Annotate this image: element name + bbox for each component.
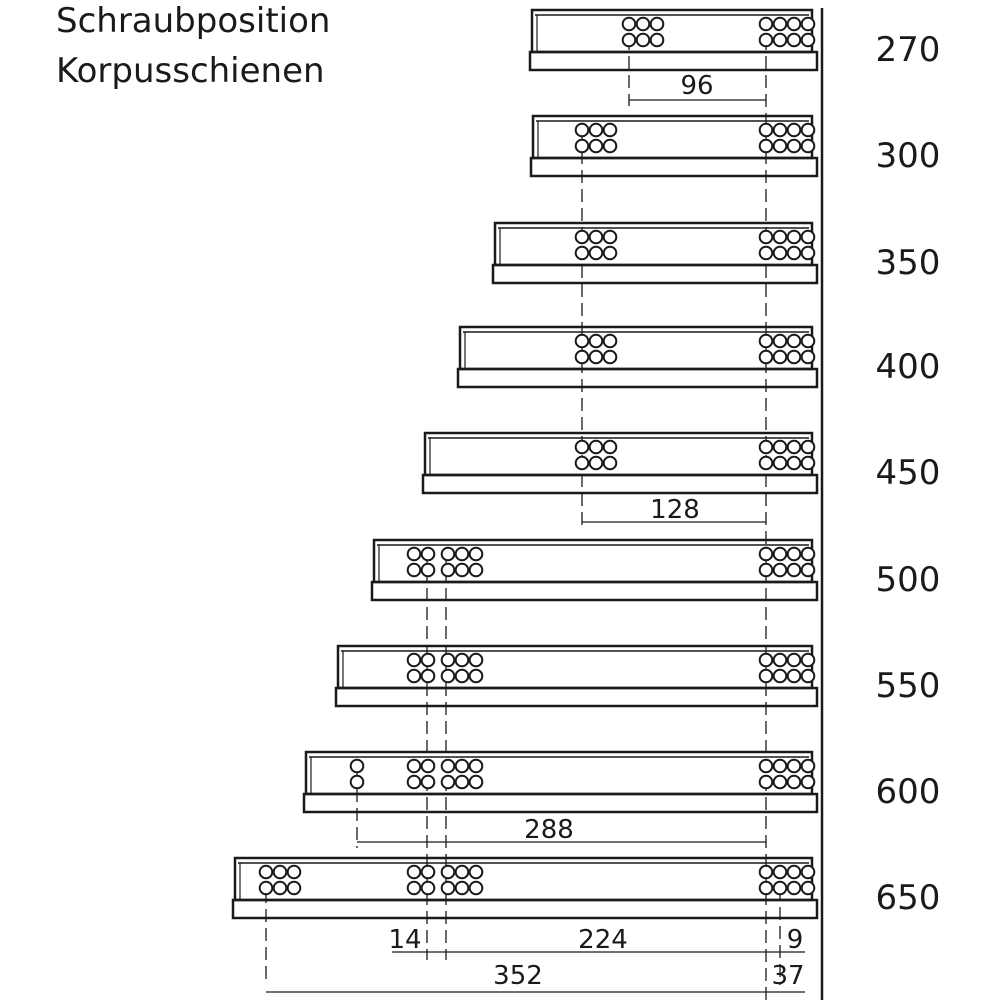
screw-hole <box>576 124 589 137</box>
screw-hole <box>351 760 364 773</box>
screw-hole <box>788 760 801 773</box>
dimension-labels <box>388 71 804 991</box>
screw-hole <box>788 457 801 470</box>
screw-hole <box>442 866 455 879</box>
screw-hole <box>288 866 301 879</box>
rail-base-flange <box>531 158 817 176</box>
screw-hole <box>774 441 787 454</box>
screw-hole <box>802 34 815 47</box>
screw-hole <box>422 670 435 683</box>
rail-base-flange <box>530 52 817 70</box>
screw-hole <box>456 670 469 683</box>
rail-350 <box>493 223 817 283</box>
screw-hole <box>774 866 787 879</box>
rail-upper-profile <box>235 858 812 900</box>
screw-hole <box>774 760 787 773</box>
screw-hole <box>590 247 603 260</box>
screw-hole <box>604 124 617 137</box>
screw-hole <box>260 866 273 879</box>
rail-size-label: 650 <box>875 878 941 918</box>
screw-hole <box>442 564 455 577</box>
screw-hole <box>788 882 801 895</box>
screw-hole <box>802 247 815 260</box>
rail-upper-profile <box>460 327 812 369</box>
screw-hole <box>760 247 773 260</box>
screw-hole <box>774 351 787 364</box>
screw-hole <box>288 882 301 895</box>
screw-hole <box>802 548 815 561</box>
screw-hole <box>774 882 787 895</box>
rail-base-flange <box>423 475 817 493</box>
screw-hole <box>760 351 773 364</box>
rail-550 <box>336 646 817 706</box>
screw-hole <box>604 247 617 260</box>
screw-hole <box>760 441 773 454</box>
screw-hole <box>802 457 815 470</box>
screw-hole <box>456 882 469 895</box>
screw-hole <box>456 548 469 561</box>
rail-450 <box>423 433 817 493</box>
dashed-reference-lines <box>266 18 780 1000</box>
screw-hole <box>788 247 801 260</box>
rail-size-label: 350 <box>875 243 941 283</box>
rail-size-label: 300 <box>875 136 941 176</box>
screw-hole <box>604 231 617 244</box>
screw-hole <box>442 654 455 667</box>
screw-hole <box>774 140 787 153</box>
screw-hole <box>760 760 773 773</box>
screw-hole <box>760 34 773 47</box>
screw-hole <box>802 776 815 789</box>
screw-hole <box>422 654 435 667</box>
screw-hole <box>788 441 801 454</box>
screw-hole <box>802 231 815 244</box>
screw-hole <box>274 866 287 879</box>
screw-hole <box>774 670 787 683</box>
screw-hole <box>470 564 483 577</box>
screw-hole <box>651 18 664 31</box>
screw-hole <box>760 866 773 879</box>
screw-hole <box>590 441 603 454</box>
screw-hole <box>760 124 773 137</box>
screw-hole <box>576 441 589 454</box>
screw-hole <box>774 335 787 348</box>
screw-hole <box>760 457 773 470</box>
rail-base-flange <box>493 265 817 283</box>
screw-hole <box>788 231 801 244</box>
screw-hole <box>774 457 787 470</box>
screw-hole <box>456 760 469 773</box>
rail-size-label: 550 <box>875 666 941 706</box>
screw-hole <box>422 866 435 879</box>
screw-hole <box>442 548 455 561</box>
screw-hole <box>623 18 636 31</box>
screw-hole <box>774 18 787 31</box>
screw-hole <box>456 866 469 879</box>
screw-hole <box>788 564 801 577</box>
dimension-label-14: 14 <box>388 925 422 955</box>
screw-hole <box>802 140 815 153</box>
screw-hole <box>442 670 455 683</box>
screw-hole <box>604 140 617 153</box>
screw-hole <box>760 335 773 348</box>
screw-hole <box>760 231 773 244</box>
screw-hole <box>623 34 636 47</box>
screw-hole <box>456 564 469 577</box>
screw-hole <box>788 670 801 683</box>
screw-hole <box>774 124 787 137</box>
screw-hole <box>604 335 617 348</box>
screw-hole <box>637 18 650 31</box>
rail-upper-profile <box>425 433 812 475</box>
rail-270 <box>530 10 817 70</box>
screw-hole <box>802 866 815 879</box>
rail-size-label: 400 <box>875 347 941 387</box>
screw-hole <box>470 670 483 683</box>
screw-hole <box>590 457 603 470</box>
rail-650 <box>233 858 817 918</box>
screw-hole <box>470 654 483 667</box>
dimension-label-288: 288 <box>524 815 574 845</box>
screw-hole <box>442 882 455 895</box>
screw-hole <box>760 564 773 577</box>
rail-400 <box>458 327 817 387</box>
screw-hole <box>788 654 801 667</box>
title-line-2: Korpusschienen <box>56 51 325 91</box>
screw-hole <box>774 654 787 667</box>
screw-hole <box>637 34 650 47</box>
rail-base-flange <box>304 794 817 812</box>
screw-hole <box>788 866 801 879</box>
screw-hole <box>604 351 617 364</box>
screw-hole <box>760 776 773 789</box>
screw-hole <box>576 351 589 364</box>
screw-hole <box>590 124 603 137</box>
rail-base-flange <box>233 900 817 918</box>
screw-hole <box>408 548 421 561</box>
screw-hole <box>408 564 421 577</box>
screw-hole <box>351 776 364 789</box>
screw-hole <box>576 335 589 348</box>
screw-hole <box>422 548 435 561</box>
dimension-label-128: 128 <box>650 495 700 525</box>
rail-upper-profile <box>338 646 812 688</box>
screw-hole <box>802 564 815 577</box>
screw-hole <box>802 760 815 773</box>
screw-hole <box>760 882 773 895</box>
rail-500 <box>372 540 817 600</box>
screw-hole <box>788 140 801 153</box>
screw-hole <box>408 882 421 895</box>
screw-hole <box>442 760 455 773</box>
screw-hole <box>774 548 787 561</box>
rail-size-label: 600 <box>875 772 941 812</box>
screw-hole <box>470 760 483 773</box>
rail-300 <box>531 116 817 176</box>
screw-hole <box>788 124 801 137</box>
screw-hole <box>408 670 421 683</box>
screw-hole <box>408 654 421 667</box>
screw-hole <box>774 34 787 47</box>
screw-hole <box>802 670 815 683</box>
rail-600 <box>304 752 817 812</box>
screw-hole <box>422 882 435 895</box>
screw-hole <box>802 18 815 31</box>
screw-hole <box>788 335 801 348</box>
screw-hole <box>802 124 815 137</box>
screw-hole <box>802 441 815 454</box>
screw-hole <box>604 441 617 454</box>
screw-hole <box>760 654 773 667</box>
screw-hole <box>576 457 589 470</box>
screw-hole <box>590 231 603 244</box>
rail-upper-profile <box>374 540 812 582</box>
screw-hole <box>788 351 801 364</box>
dimension-label-96: 96 <box>680 71 714 101</box>
screw-hole <box>408 866 421 879</box>
screw-hole <box>408 776 421 789</box>
screw-hole <box>422 776 435 789</box>
size-labels <box>876 30 941 918</box>
title-line-1: Schraubposition <box>56 1 331 41</box>
screw-hole <box>470 548 483 561</box>
screw-hole <box>576 140 589 153</box>
rail-base-flange <box>372 582 817 600</box>
dimension-label-37: 37 <box>771 961 805 991</box>
screw-hole <box>788 548 801 561</box>
screw-hole <box>651 34 664 47</box>
screw-hole <box>470 882 483 895</box>
dimension-label-352: 352 <box>493 961 543 991</box>
screw-hole <box>590 335 603 348</box>
screw-hole <box>802 654 815 667</box>
screw-hole <box>788 776 801 789</box>
screw-hole <box>422 760 435 773</box>
screw-hole <box>442 776 455 789</box>
rail-base-flange <box>336 688 817 706</box>
dimension-label-224: 224 <box>578 925 628 955</box>
screw-hole <box>456 776 469 789</box>
screw-hole <box>576 247 589 260</box>
screw-hole <box>802 882 815 895</box>
screw-hole <box>408 760 421 773</box>
rails <box>233 10 817 918</box>
screw-hole <box>774 776 787 789</box>
rail-upper-profile <box>306 752 812 794</box>
screw-hole <box>456 654 469 667</box>
screw-hole <box>760 548 773 561</box>
screw-hole <box>760 18 773 31</box>
screw-hole <box>590 140 603 153</box>
rail-size-label: 500 <box>875 560 941 600</box>
screw-hole <box>604 457 617 470</box>
rail-base-flange <box>458 369 817 387</box>
screw-hole <box>590 351 603 364</box>
screw-hole <box>470 866 483 879</box>
screw-hole <box>774 564 787 577</box>
screw-hole <box>422 564 435 577</box>
rail-size-label: 450 <box>875 453 941 493</box>
screw-hole <box>760 670 773 683</box>
screw-hole <box>260 882 273 895</box>
screw-hole <box>470 776 483 789</box>
screw-hole <box>788 34 801 47</box>
screw-hole <box>576 231 589 244</box>
dimension-label-9: 9 <box>786 925 804 955</box>
screw-hole <box>788 18 801 31</box>
screw-hole <box>802 335 815 348</box>
screw-hole <box>774 231 787 244</box>
screw-hole <box>774 247 787 260</box>
rail-size-label: 270 <box>875 30 941 70</box>
screw-hole <box>274 882 287 895</box>
screw-hole <box>760 140 773 153</box>
screw-hole <box>802 351 815 364</box>
